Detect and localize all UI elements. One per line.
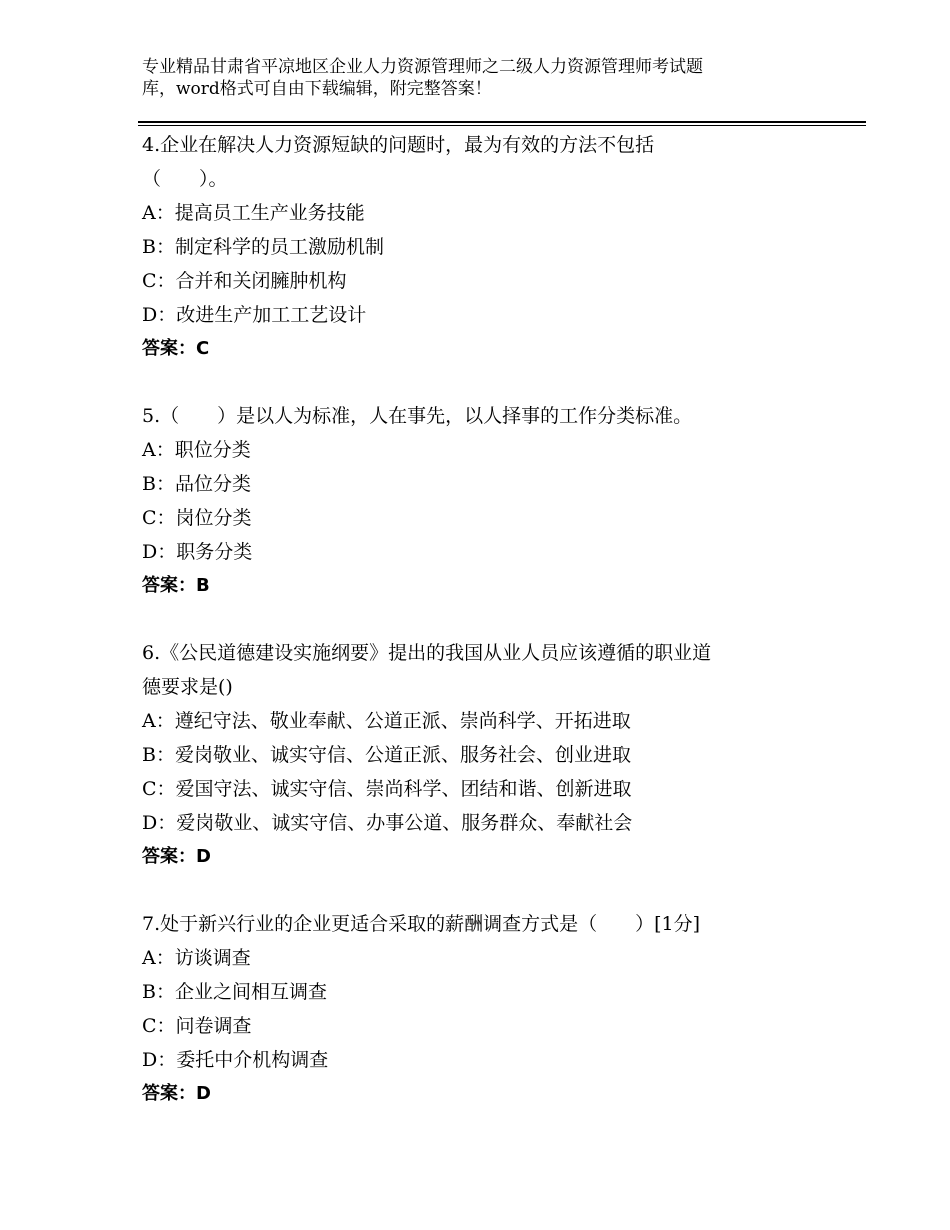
option-c: C：合并和关闭臃肿机构	[142, 270, 347, 292]
document-header	[142, 56, 842, 100]
option-b: B：制定科学的员工激励机制	[142, 236, 384, 258]
option-b: B：企业之间相互调查	[142, 981, 327, 1003]
question-stem: 4.企业在解决人力资源短缺的问题时，最为有效的方法不包括	[142, 134, 655, 156]
option-b: B：爱岗敬业、诚实守信、公道正派、服务社会、创业进取	[142, 744, 631, 766]
answer-line: 答案：D	[142, 1083, 211, 1104]
answer-line: 答案：C	[142, 338, 210, 359]
option-c: C：问卷调查	[142, 1015, 252, 1037]
option-a: A：访谈调查	[142, 947, 251, 969]
option-b: B：品位分类	[142, 473, 251, 495]
answer-line: 答案：B	[142, 575, 210, 596]
option-a: A：遵纪守法、敬业奉献、公道正派、崇尚科学、开拓进取	[142, 710, 631, 732]
header-divider-thick	[138, 121, 866, 123]
option-d: D：职务分类	[142, 541, 253, 563]
question-stem: 7.处于新兴行业的企业更适合采取的薪酬调查方式是（ ）[1分]	[142, 913, 701, 935]
question-7	[142, 907, 842, 1111]
question-stem: 6.《公民道德建设实施纲要》提出的我国从业人员应该遵循的职业道	[142, 642, 712, 664]
header-line-1: 专业精品甘肃省平凉地区企业人力资源管理师之二级人力资源管理师考试题	[142, 57, 703, 77]
question-5	[142, 399, 842, 603]
option-c: C：爱国守法、诚实守信、崇尚科学、团结和谐、创新进取	[142, 778, 632, 800]
header-line-2: 库，word格式可自由下载编辑，附完整答案！	[142, 79, 492, 99]
question-6	[142, 636, 842, 874]
question-stem: 5.（ ）是以人为标准，人在事先，以人择事的工作分类标准。	[142, 405, 693, 427]
option-c: C：岗位分类	[142, 507, 252, 529]
question-4	[142, 128, 842, 366]
question-list	[142, 128, 842, 1111]
question-stem: 德要求是()	[142, 676, 233, 698]
option-a: A：提高员工生产业务技能	[142, 202, 365, 224]
option-d: D：委托中介机构调查	[142, 1049, 329, 1071]
option-d: D：改进生产加工工艺设计	[142, 304, 367, 326]
header-divider-thin	[138, 125, 866, 126]
option-a: A：职位分类	[142, 439, 251, 461]
question-stem: （ ）。	[142, 168, 228, 190]
option-d: D：爱岗敬业、诚实守信、办事公道、服务群众、奉献社会	[142, 812, 633, 834]
answer-line: 答案：D	[142, 846, 211, 867]
